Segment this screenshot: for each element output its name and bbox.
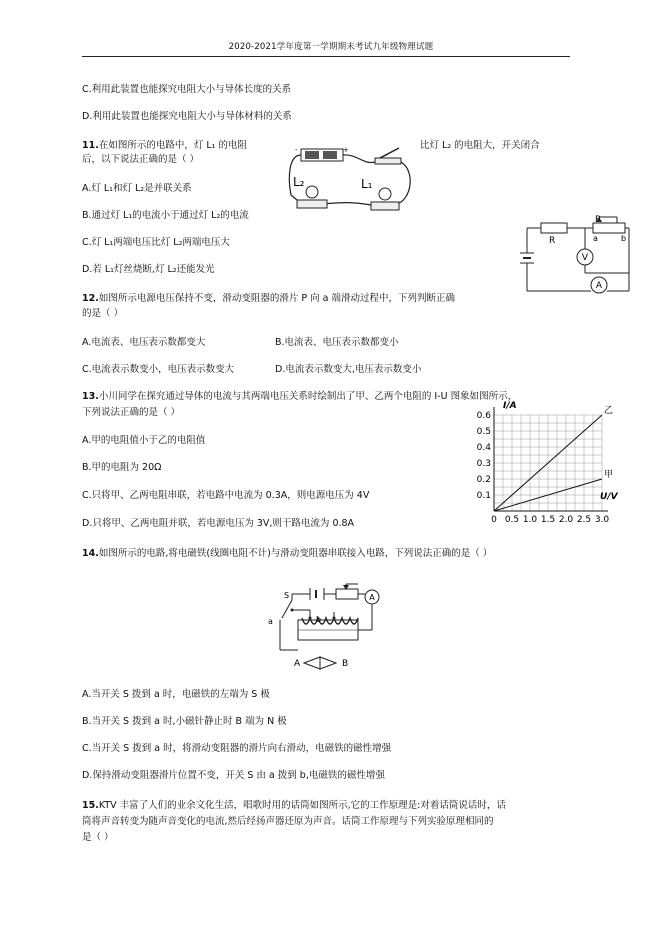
q13-option-d: D.只将甲、乙两电阻并联，若电源电压为 3V,则干路电流为 0.8A bbox=[82, 518, 355, 529]
series-label-1: 乙 bbox=[604, 406, 614, 416]
q10-option-d: D.利用此装置也能探究电阻大小与导体材料的关系 bbox=[82, 111, 292, 122]
bulb-l1 bbox=[371, 188, 399, 210]
label-ammeter: A bbox=[595, 281, 603, 291]
q14-option-c: C.当开关 S 拨到 a 时，将滑动变阻器的滑片向右滑动，电磁铁的磁性增强 bbox=[82, 743, 392, 754]
q11-stem-left bbox=[82, 137, 247, 151]
q14-option-a: A.当开关 S 拨到 a 时，电磁铁的左端为 S 极 bbox=[82, 689, 270, 700]
q14-stem bbox=[82, 545, 492, 559]
rheostat bbox=[336, 589, 358, 599]
y-tick-label: 0.5 bbox=[476, 427, 491, 437]
compass-needle bbox=[304, 657, 336, 669]
y-tick-label: 0.1 bbox=[476, 491, 491, 501]
iu-graph bbox=[470, 398, 620, 526]
q12-option-c: C.电流表示数变小，电压表示数变大 bbox=[82, 364, 235, 375]
q12-option-d: D.电流表示数变大,电压表示数变小 bbox=[275, 364, 422, 375]
q10-option-c: C.利用此装置也能探究电阻大小与导体长度的关系 bbox=[82, 84, 292, 95]
header-rule bbox=[82, 56, 570, 57]
q11-option-a: A.灯 L₁和灯 L₂是并联关系 bbox=[82, 183, 192, 194]
y-tick-label: 0.4 bbox=[476, 443, 491, 453]
q11-stem-line2: 后，以下说法正确的是（ ） bbox=[82, 154, 200, 165]
q13-stem-line1 bbox=[82, 388, 517, 402]
q14-option-d: D.保持滑动变阻器滑片位置不变，开关 S 由 a 拨到 b,电磁铁的磁性增强 bbox=[82, 770, 385, 781]
label-p: P bbox=[595, 215, 601, 225]
y-tick-label: 0.3 bbox=[476, 459, 491, 469]
q14-electromagnet-figure bbox=[262, 580, 382, 672]
label-a: a bbox=[593, 234, 598, 243]
q11-option-c: C.灯 L₁两端电压比灯 L₂两端电压大 bbox=[82, 237, 230, 248]
q13-stem-line2: 下列说法正确的是（ ） bbox=[82, 407, 181, 418]
q13-option-a: A.甲的电阻值小于乙的电阻值 bbox=[82, 435, 206, 446]
q11-number: 11. bbox=[82, 140, 99, 151]
q15-line2: 筒将声音转变为随声音变化的电流,然后经扬声器还原为声音。话筒工作原理与下列实验原理相同的 bbox=[82, 816, 494, 827]
q12-number: 12. bbox=[82, 293, 99, 304]
x-tick-label: 2.0 bbox=[558, 515, 574, 525]
page-header: 2020-2021学年度第一学期期末考试九年级物理试题 bbox=[228, 42, 434, 52]
y-axis-label: I/A bbox=[503, 401, 517, 411]
series-label-2: 甲 bbox=[604, 470, 614, 480]
svg-text:+: + bbox=[343, 146, 349, 154]
battery-pack bbox=[295, 146, 349, 161]
label-l2: L₂ bbox=[293, 175, 305, 189]
x-tick-label: 0.5 bbox=[504, 515, 520, 525]
q14-number: 14. bbox=[82, 548, 99, 559]
label-end-b: B bbox=[342, 659, 349, 669]
label-b: b bbox=[316, 615, 322, 624]
q11-option-b: B.通过灯 L₁的电流小于通过灯 L₂的电流 bbox=[82, 210, 249, 221]
q15-number: 15. bbox=[82, 800, 99, 811]
coil bbox=[298, 618, 358, 640]
x-tick-label: 1.5 bbox=[540, 515, 556, 525]
q12-stem-text: 如图所示电源电压保持不变，滑动变阻器的滑片 P 向 a 端滑动过程中，下列判断正确 bbox=[98, 293, 455, 304]
battery-symbol bbox=[520, 253, 534, 263]
q15-line3: 是（ ） bbox=[82, 832, 114, 843]
q12-stem-line2: 的是（ ） bbox=[82, 308, 124, 319]
q14-stem-text: 如图所示的电路,将电磁铁(线圈电阻不计)与滑动变阻器串联接入电路，下列说法正确的是（ ） bbox=[98, 548, 493, 559]
label-ammeter: A bbox=[369, 593, 375, 602]
q13-stem-text: 小川同学在探究通过导体的电流与其两端电压关系时绘制出了甲、乙两个电阻的 I-U 图象如图所示， bbox=[98, 391, 518, 402]
q14-option-b: B.当开关 S 拨到 a 时,小磁针静止时 B 端为 N 极 bbox=[82, 716, 287, 727]
bulb-l2 bbox=[297, 186, 327, 208]
y-tick-label: 0.2 bbox=[476, 475, 491, 485]
x-tick-label: 2.5 bbox=[576, 515, 592, 525]
q13-number: 13. bbox=[82, 391, 99, 402]
x-tick-label: 0 bbox=[491, 515, 497, 525]
q11-option-d: D.若 L₁灯丝烧断,灯 L₂还能发光 bbox=[82, 264, 215, 275]
svg-text:-: - bbox=[295, 146, 298, 154]
q15-line1 bbox=[82, 797, 506, 811]
label-end-a: A bbox=[294, 659, 301, 669]
x-axis-label: U/V bbox=[600, 492, 618, 502]
q12-option-b: B.电流表、电压表示数都变小 bbox=[275, 337, 399, 348]
q13-option-c: C.只将甲、乙两电阻串联，若电路中电流为 0.3A，则电源电压为 4V bbox=[82, 490, 370, 501]
y-tick-label: 0.6 bbox=[476, 411, 491, 421]
label-l1: L₁ bbox=[361, 177, 373, 191]
label-v: V bbox=[581, 253, 589, 263]
label-b: b bbox=[621, 234, 627, 243]
label-r: R bbox=[549, 236, 556, 246]
label-a: a bbox=[268, 617, 273, 626]
battery-symbol bbox=[310, 588, 324, 600]
q11-stem-right: 比灯 L₂ 的电阻大，开关闭合 bbox=[420, 140, 540, 151]
x-tick-label: 3.0 bbox=[594, 515, 610, 525]
q15-line1-text: KTV 丰富了人们的业余文化生活，唱歌时用的话筒如图所示,它的工作原理是:对着话筒说话时，话 bbox=[98, 800, 506, 811]
x-tick-label: 1.0 bbox=[522, 515, 538, 525]
switch bbox=[375, 148, 401, 164]
label-s: S bbox=[284, 591, 290, 600]
q12-circuit-figure bbox=[517, 213, 637, 298]
q11-stem-text-left: 在如图所示的电路中，灯 L₁ 的电阻 bbox=[98, 140, 247, 151]
q12-stem-line1 bbox=[82, 290, 455, 304]
q13-option-b: B.甲的电阻为 20Ω bbox=[82, 462, 162, 473]
resistor-r bbox=[541, 223, 567, 233]
q12-option-a: A.电流表、电压表示数都变大 bbox=[82, 337, 206, 348]
q11-circuit-figure bbox=[283, 140, 418, 218]
